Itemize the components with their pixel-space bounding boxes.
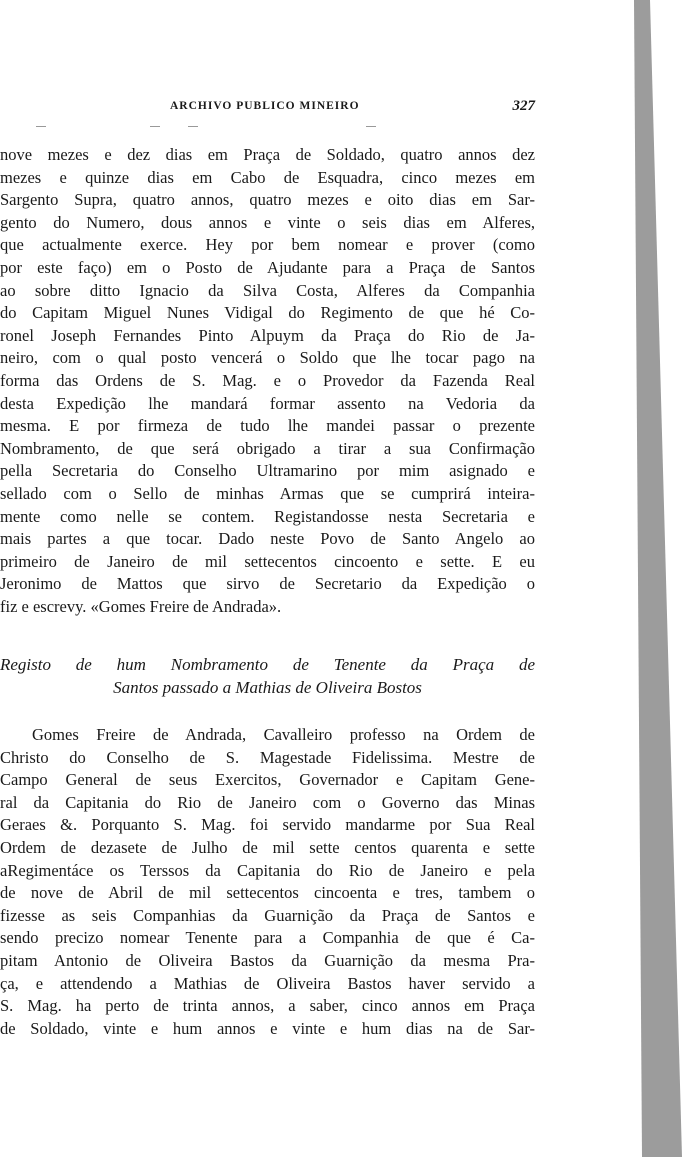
- header-rule: [366, 126, 376, 127]
- header-rule: [150, 126, 160, 127]
- text-line: ça, e attendendo a Mathias de Oliveira Bastos haver servido a: [0, 973, 535, 993]
- text-line: mezes e quinze dias em Cabo de Esquadra, cinco mezes em: [0, 167, 535, 187]
- text-line: mesma. E por firmeza de tudo lhe mandei passar o prezente: [0, 416, 535, 436]
- text-line: Ordem de dezasete de Julho de mil sette centos quarenta e sette: [0, 837, 535, 857]
- header-rule: [36, 126, 46, 127]
- text-line: primeiro de Janeiro de mil settecentos cincoento e sette. E eu: [0, 551, 535, 571]
- text-line: Sargento Supra, quatro annos, quatro mezes e oito dias em Sar-: [0, 190, 535, 210]
- text-line: ral da Capitania do Rio de Janeiro com o Governo das Minas: [0, 792, 535, 812]
- text-line: Geraes &. Porquanto S. Mag. foi servido mandarme por Sua Real: [0, 815, 535, 835]
- text-line: ronel Joseph Fernandes Pinto Alpuym da Praça do Rio de Ja-: [0, 325, 535, 345]
- running-title: ARCHIVO PUBLICO MINEIRO: [170, 100, 360, 112]
- text-line: desta Expedição lhe mandará formar assento na Vedoria da: [0, 393, 535, 413]
- paragraph-1: [0, 144, 535, 618]
- text-line: nove mezes e dez dias em Praça de Soldado, quatro annos dez: [0, 145, 535, 164]
- text-line: sendo precizo nomear Tenente para a Companhia de que é Ca-: [0, 928, 535, 948]
- section-heading: [0, 654, 535, 699]
- page-header: [0, 98, 535, 120]
- text-line: forma das Ordens de S. Mag. e o Provedor da Fazenda Real: [0, 370, 535, 390]
- text-line: mais partes a que tocar. Dado neste Povo de Santo Angelo ao: [0, 529, 535, 549]
- text-line: sellado com o Sello de minhas Armas que se cumprirá inteira-: [0, 483, 535, 503]
- text-line: mente como nelle se contem. Registandosse nesta Secretaria e: [0, 506, 535, 526]
- header-rule: [188, 126, 198, 127]
- text-line: Christo do Conselho de S. Magestade Fidelissima. Mestre de: [0, 747, 535, 767]
- text-line: que actualmente exerce. Hey por bem nomear e prover (como: [0, 235, 535, 255]
- text-line: por este faço) em o Posto de Ajudante para a Praça de Santos: [0, 257, 535, 277]
- text-line: Nombramento, de que será obrigado a tirar a sua Confirmação: [0, 438, 535, 458]
- text-line: fizesse as seis Companhias da Guarnição da Praça de Santos e: [0, 905, 535, 925]
- text-line: pella Secretaria do Conselho Ultramarino por mim asignado e: [0, 461, 535, 481]
- text-line: S. Mag. ha perto de trinta annos, a saber, cinco annos em Praça: [0, 996, 535, 1016]
- text-line: Jeronimo de Mattos que sirvo de Secretario da Expedição o: [0, 574, 535, 594]
- text-line: gento do Numero, dous annos e vinte o seis dias em Alferes,: [0, 212, 535, 232]
- text-line: de Soldado, vinte e hum annos e vinte e hum dias na de Sar-: [0, 1018, 535, 1038]
- text-line: Gomes Freire de Andrada, Cavalleiro professo na Ordem de: [32, 725, 535, 744]
- text-line: pitam Antonio de Oliveira Bastos da Guarnição da mesma Pra-: [0, 950, 535, 970]
- text-line: neiro, com o qual posto vencerá o Soldo que lhe tocar pago na: [0, 348, 535, 368]
- text-line: do Capitam Miguel Nunes Vidigal do Regimento de que hé Co-: [0, 303, 535, 323]
- paragraph-2: [0, 724, 535, 1040]
- text-line: ao sobre ditto Ignacio da Silva Costa, Alferes da Companhia: [0, 280, 535, 300]
- text-line: aRegimentáce os Terssos da Capitania do Rio de Janeiro e pela: [0, 860, 535, 880]
- text-line: fiz e escrevy. «Gomes Freire de Andrada».: [0, 596, 282, 616]
- text-line: de nove de Abril de mil settecentos cincoenta e tres, tambem o: [0, 883, 535, 903]
- page-number: 327: [512, 98, 535, 114]
- text-line: Santos passado a Mathias de Oliveira Bostos: [113, 677, 422, 697]
- text-line: Registo de hum Nombramento de Tenente da Praça de: [0, 655, 535, 674]
- text-line: Campo General de seus Exercitos, Governador e Capitam Gene-: [0, 770, 535, 790]
